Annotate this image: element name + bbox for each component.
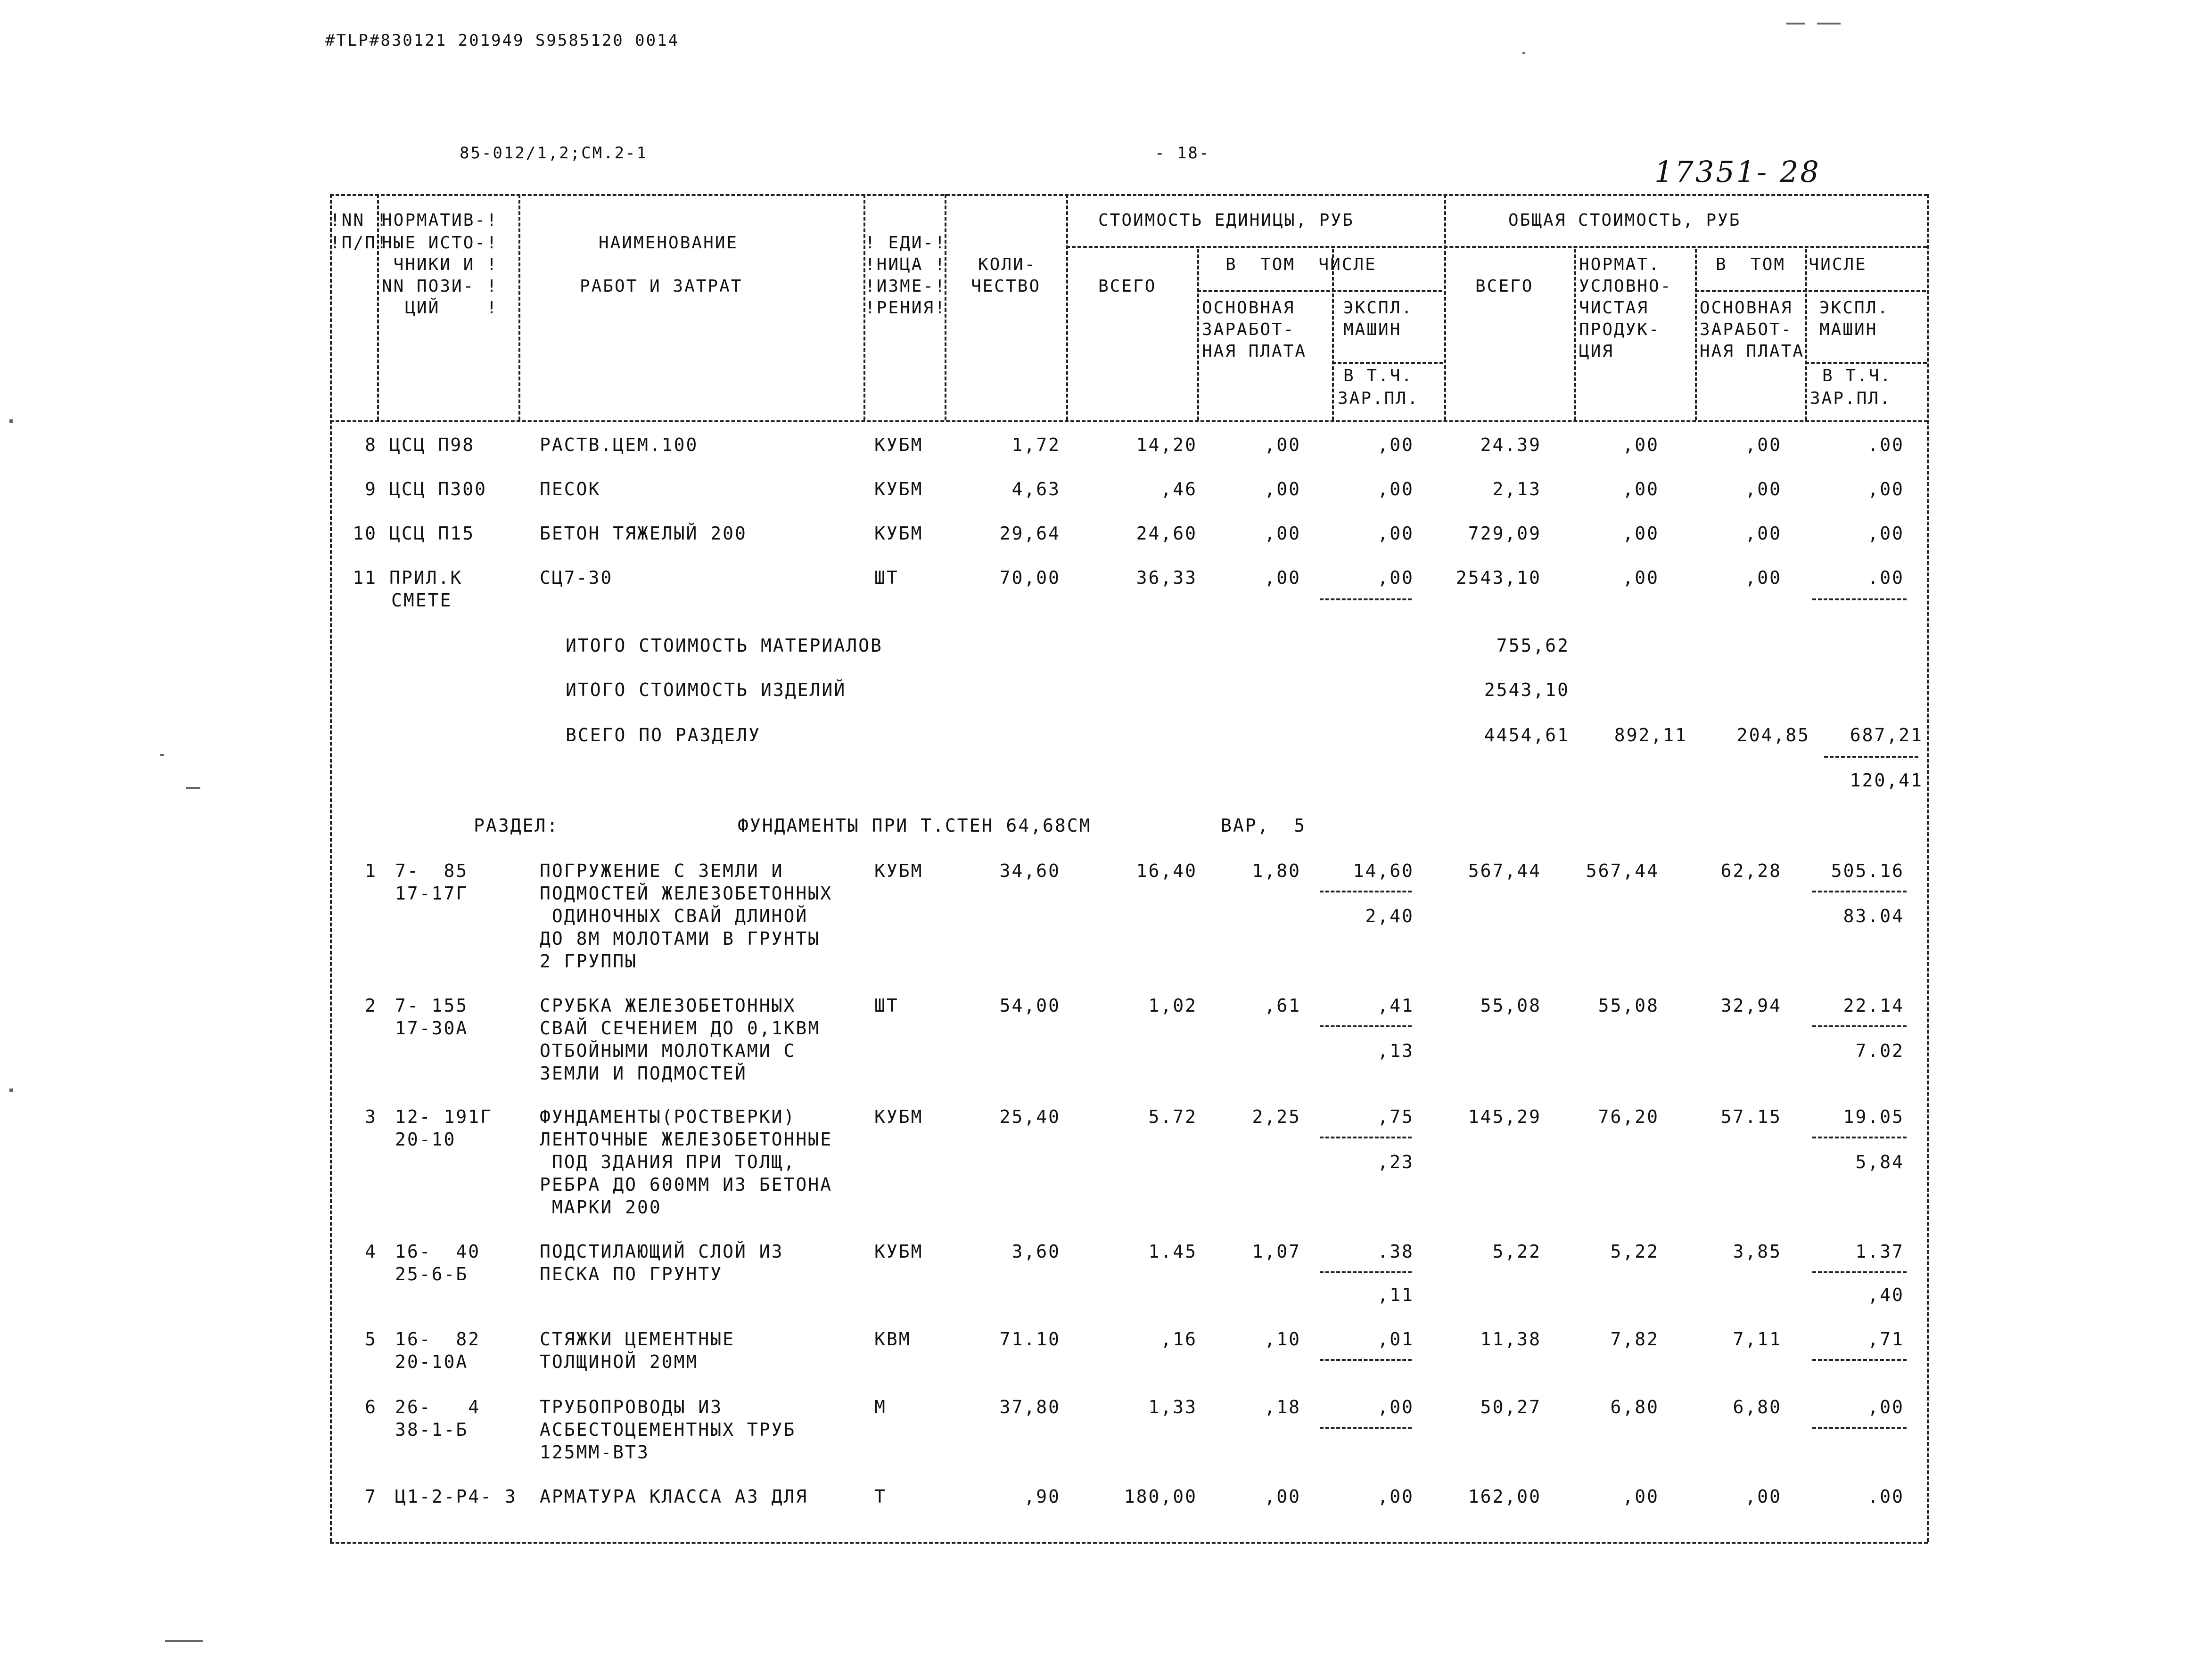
section-variant: ВАР, 5 — [1221, 815, 1307, 836]
row-unit-wage: ,18 — [1264, 1397, 1301, 1417]
row-name: ЗЕМЛИ И ПОДМОСТЕЙ — [540, 1063, 747, 1084]
row-quantity: 25,40 — [999, 1106, 1061, 1127]
header-unit-all: ВСЕГО — [1098, 277, 1157, 296]
header-unit: !ИЗМЕ-! — [865, 277, 946, 296]
header-normative: ЧНИКИ И ! — [382, 255, 498, 274]
row-total-all: 2,13 — [1492, 479, 1541, 499]
header-quantity: КОЛИ- — [978, 255, 1036, 274]
row-name: ПОДСТИЛАЮЩИЙ СЛОЙ ИЗ — [540, 1241, 784, 1262]
handwritten-number: 17351- 28 — [1654, 155, 1821, 189]
row-total-machines: 22.14 — [1843, 995, 1904, 1016]
row-total-norm: 55,08 — [1598, 995, 1659, 1016]
row-unit-all: 5.72 — [1148, 1106, 1197, 1127]
row-code: 7- 155 — [395, 995, 469, 1016]
row-total-wage: 62,28 — [1720, 860, 1782, 881]
row-name: АРМАТУРА КЛАССА А3 ДЛЯ — [540, 1486, 808, 1507]
header-unit-incl: В ТОМ ЧИСЛЕ — [1225, 255, 1377, 274]
row-unit-wage: ,61 — [1264, 995, 1301, 1016]
row-number: 2 — [365, 995, 377, 1016]
row-total-machines: ,00 — [1867, 1397, 1904, 1417]
row-name: ОТБОЙНЫМИ МОЛОТКАМИ С — [540, 1040, 796, 1061]
section-total-machines: 687,21 — [1850, 725, 1923, 745]
row-name: ДО 8М МОЛОТАМИ В ГРУНТЫ — [540, 928, 821, 949]
row-total-machines: ,71 — [1867, 1329, 1904, 1350]
row-quantity: 29,64 — [999, 523, 1061, 544]
row-total-wage: 32,94 — [1720, 995, 1782, 1016]
row-unit: КУБМ — [874, 523, 923, 544]
row-number: 3 — [365, 1106, 377, 1127]
row-unit: М — [874, 1397, 887, 1417]
header-name: НАИМЕНОВАНИЕ — [599, 233, 739, 253]
row-name: ПЕСОК — [540, 479, 601, 499]
row-total-norm: ,00 — [1622, 567, 1659, 588]
row-code: 26- 4 — [395, 1397, 481, 1417]
row-code: 7- 85 — [395, 860, 469, 881]
row-total-all: 729,09 — [1468, 523, 1541, 544]
header-total-wage: ЗАРАБОТ- — [1700, 320, 1793, 339]
row-name: СТЯЖКИ ЦЕМЕНТНЫЕ — [540, 1329, 735, 1350]
header-total-machines: В Т.Ч. — [1822, 366, 1892, 385]
row-code: 16- 82 — [395, 1329, 481, 1350]
row-total-wage: 3,85 — [1733, 1241, 1782, 1262]
row-quantity: 3,60 — [1011, 1241, 1061, 1262]
row-name: ОДИНОЧНЫХ СВАЙ ДЛИНОЙ — [540, 906, 808, 926]
row-unit-machines: ,00 — [1377, 523, 1414, 544]
row-total-machines: 505.16 — [1831, 860, 1904, 881]
header-total-wage: ОСНОВНАЯ — [1700, 298, 1793, 318]
row-name: 2 ГРУППЫ — [540, 951, 638, 972]
row-total-wage: ,00 — [1745, 567, 1782, 588]
row-total-machines-wage: ,40 — [1867, 1285, 1904, 1305]
row-unit: КУБМ — [874, 1241, 923, 1262]
row-total-norm: 5,22 — [1610, 1241, 1659, 1262]
row-quantity: 4,63 — [1011, 479, 1061, 499]
row-unit-all: ,46 — [1160, 479, 1197, 499]
row-total-norm: ,00 — [1622, 479, 1659, 499]
row-unit-wage: ,00 — [1264, 479, 1301, 499]
row-code: Ц1-2-Р4- 3 — [395, 1486, 517, 1507]
row-total-all: 162,00 — [1468, 1486, 1541, 1507]
header-norm-product: ЦИЯ — [1579, 342, 1614, 361]
row-total-norm: ,00 — [1622, 523, 1659, 544]
row-unit-machines: ,00 — [1377, 434, 1414, 455]
row-unit-all: ,16 — [1160, 1329, 1197, 1350]
row-unit-all: 36,33 — [1136, 567, 1197, 588]
row-code: 16- 40 — [395, 1241, 481, 1262]
row-name: ТОЛЩИНОЙ 20ММ — [540, 1351, 699, 1372]
row-unit: КУБМ — [874, 1106, 923, 1127]
header-nn: !NN ! — [330, 211, 388, 230]
row-name: ТРУБОПРОВОДЫ ИЗ — [540, 1397, 723, 1417]
row-number: 10 — [353, 523, 377, 544]
row-total-machines: .00 — [1867, 434, 1904, 455]
header-norm-product: ПРОДУК- — [1579, 320, 1661, 339]
row-total-machines: 19.05 — [1843, 1106, 1904, 1127]
row-code: 12- 191Г — [395, 1106, 493, 1127]
row-unit: КВМ — [874, 1329, 911, 1350]
header-normative: NN ПОЗИ- ! — [382, 277, 498, 296]
row-total-all: 24.39 — [1480, 434, 1541, 455]
section-label: РАЗДЕЛ: — [474, 815, 559, 836]
row-name: ПОДМОСТЕЙ ЖЕЛЕЗОБЕТОННЫХ — [540, 883, 833, 904]
header-unit: !РЕНИЯ! — [865, 298, 946, 318]
row-code-cont: 38-1-Б — [395, 1419, 469, 1440]
row-total-machines-wage: 83.04 — [1843, 906, 1904, 926]
header-total-cost: ОБЩАЯ СТОИМОСТЬ, РУБ — [1508, 211, 1741, 230]
row-number: 9 — [365, 479, 377, 499]
row-unit-all: 1,02 — [1148, 995, 1197, 1016]
document-id: #TLP#830121 201949 S9585120 0014 — [325, 31, 680, 50]
row-code-cont: 20-10 — [395, 1129, 456, 1150]
row-name: БЕТОН ТЯЖЕЛЫЙ 200 — [540, 523, 747, 544]
section-title: ФУНДАМЕНТЫ ПРИ Т.СТЕН 64,68СМ — [738, 815, 1092, 836]
row-code: ЦСЦ П98 — [389, 434, 475, 455]
row-unit-all: 1.45 — [1148, 1241, 1197, 1262]
row-code-cont: 20-10А — [395, 1351, 469, 1372]
header-name: РАБОТ И ЗАТРАТ — [580, 277, 743, 296]
row-number: 1 — [365, 860, 377, 881]
row-name: ПЕСКА ПО ГРУНТУ — [540, 1264, 723, 1285]
row-code-cont: 17-17Г — [395, 883, 469, 904]
row-name: АСБЕСТОЦЕМЕНТНЫХ ТРУБ — [540, 1419, 796, 1440]
header-total-wage: НАЯ ПЛАТА — [1700, 342, 1805, 361]
row-total-norm: ,00 — [1622, 434, 1659, 455]
row-name: 125ММ-ВТ3 — [540, 1442, 650, 1463]
row-total-wage: ,00 — [1745, 479, 1782, 499]
row-number: 8 — [365, 434, 377, 455]
row-unit-wage: 1,80 — [1252, 860, 1301, 881]
row-total-machines: .00 — [1867, 567, 1904, 588]
total-materials-value: 755,62 — [1496, 635, 1570, 656]
row-unit-machines-wage: ,13 — [1377, 1040, 1414, 1061]
row-unit-machines: 14,60 — [1353, 860, 1414, 881]
header-norm-product: УСЛОВНО- — [1579, 277, 1672, 296]
row-code: ЦСЦ П300 — [389, 479, 487, 499]
row-unit: КУБМ — [874, 860, 923, 881]
row-quantity: 1,72 — [1011, 434, 1061, 455]
row-total-wage: 6,80 — [1733, 1397, 1782, 1417]
row-total-norm: 6,80 — [1610, 1397, 1659, 1417]
row-unit: КУБМ — [874, 479, 923, 499]
row-quantity: 71.10 — [999, 1329, 1061, 1350]
header-unit-machines: МАШИН — [1343, 320, 1402, 339]
section-total-machines-wage: 120,41 — [1850, 770, 1923, 791]
header-nn: !П/П! — [330, 233, 388, 253]
header-normative: ЦИЙ ! — [382, 298, 498, 318]
row-unit-machines: ,00 — [1377, 1486, 1414, 1507]
row-name: ФУНДАМЕНТЫ(РОСТВЕРКИ) — [540, 1106, 796, 1127]
row-name: ПОД ЗДАНИЯ ПРИ ТОЛЩ, — [540, 1152, 796, 1172]
row-unit: ШТ — [874, 995, 899, 1016]
row-total-all: 2543,10 — [1455, 567, 1541, 588]
row-total-machines: ,00 — [1867, 523, 1904, 544]
row-unit-all: 1,33 — [1148, 1397, 1197, 1417]
row-number: 7 — [365, 1486, 377, 1507]
project-code: 85-012/1,2;СМ.2-1 — [460, 144, 648, 163]
row-name: МАРКИ 200 — [540, 1197, 662, 1218]
row-unit-wage: ,00 — [1264, 1486, 1301, 1507]
header-total-incl: В ТОМ ЧИСЛЕ — [1716, 255, 1867, 274]
row-unit-wage: 2,25 — [1252, 1106, 1301, 1127]
row-unit-machines: ,01 — [1377, 1329, 1414, 1350]
row-total-machines: .00 — [1867, 1486, 1904, 1507]
header-norm-product: ЧИСТАЯ — [1579, 298, 1649, 318]
row-unit-machines: ,00 — [1377, 1397, 1414, 1417]
row-unit: ШТ — [874, 567, 899, 588]
total-items-label: ИТОГО СТОИМОСТЬ ИЗДЕЛИЙ — [566, 679, 847, 700]
header-normative: НЫЕ ИСТО-! — [382, 233, 498, 253]
row-unit-machines-wage: ,23 — [1377, 1152, 1414, 1172]
row-unit-wage: ,00 — [1264, 434, 1301, 455]
row-name: РАСТВ.ЦЕМ.100 — [540, 434, 699, 455]
section-total-wage: 204,85 — [1736, 725, 1810, 745]
row-total-wage: ,00 — [1745, 523, 1782, 544]
row-unit-wage: ,00 — [1264, 567, 1301, 588]
header-unit-machines: ЭКСПЛ. — [1343, 298, 1414, 318]
row-total-all: 5,22 — [1492, 1241, 1541, 1262]
row-name: ЛЕНТОЧНЫЕ ЖЕЛЕЗОБЕТОННЫЕ — [540, 1129, 833, 1150]
row-unit-machines: ,00 — [1377, 479, 1414, 499]
row-code: ЦСЦ П15 — [389, 523, 475, 544]
row-total-wage: ,00 — [1745, 1486, 1782, 1507]
section-total-norm: 892,11 — [1614, 725, 1687, 745]
row-unit-machines: .38 — [1377, 1241, 1414, 1262]
row-quantity: 70,00 — [999, 567, 1061, 588]
row-unit-wage: ,00 — [1264, 523, 1301, 544]
row-code-cont: 17-30А — [395, 1018, 469, 1039]
row-number: 4 — [365, 1241, 377, 1262]
total-items-value: 2543,10 — [1484, 679, 1570, 700]
row-code: ПРИЛ.К — [389, 567, 463, 588]
row-total-wage: 57.15 — [1720, 1106, 1782, 1127]
row-total-wage: ,00 — [1745, 434, 1782, 455]
row-unit-all: 24,60 — [1136, 523, 1197, 544]
row-unit-all: 16,40 — [1136, 860, 1197, 881]
row-total-all: 55,08 — [1480, 995, 1541, 1016]
header-norm-product: НОРМАТ. — [1579, 255, 1661, 274]
row-total-wage: 7,11 — [1733, 1329, 1782, 1350]
row-total-all: 11,38 — [1480, 1329, 1541, 1350]
row-total-norm: 7,82 — [1610, 1329, 1659, 1350]
row-name: СВАЙ СЕЧЕНИЕМ ДО 0,1КВМ — [540, 1018, 821, 1039]
row-quantity: ,90 — [1024, 1486, 1061, 1507]
section-total-all: 4454,61 — [1484, 725, 1570, 745]
header-unit-wage: ОСНОВНАЯ — [1202, 298, 1295, 318]
row-code-cont: СМЕТЕ — [391, 590, 452, 611]
row-total-norm: 567,44 — [1586, 860, 1659, 881]
row-unit-machines-wage: 2,40 — [1365, 906, 1414, 926]
row-name: ПОГРУЖЕНИЕ С ЗЕМЛИ И — [540, 860, 784, 881]
row-quantity: 54,00 — [999, 995, 1061, 1016]
row-number: 11 — [353, 567, 377, 588]
row-name: СЦ7-30 — [540, 567, 613, 588]
row-total-all: 50,27 — [1480, 1397, 1541, 1417]
header-total-all: ВСЕГО — [1475, 277, 1534, 296]
row-total-all: 145,29 — [1468, 1106, 1541, 1127]
row-code-cont: 25-6-Б — [395, 1264, 469, 1285]
row-total-machines: ,00 — [1867, 479, 1904, 499]
row-quantity: 37,80 — [999, 1397, 1061, 1417]
row-total-all: 567,44 — [1468, 860, 1541, 881]
row-quantity: 34,60 — [999, 860, 1061, 881]
page-number: - 18- — [1155, 144, 1210, 163]
header-unit-wage: ЗАРАБОТ- — [1202, 320, 1295, 339]
header-unit-wage: НАЯ ПЛАТА — [1202, 342, 1307, 361]
row-unit-wage: ,10 — [1264, 1329, 1301, 1350]
header-unit-machines: ЗАР.ПЛ. — [1338, 389, 1419, 408]
row-number: 5 — [365, 1329, 377, 1350]
row-unit-all: 180,00 — [1124, 1486, 1197, 1507]
header-normative: НОРМАТИВ-! — [382, 211, 498, 230]
total-materials-label: ИТОГО СТОИМОСТЬ МАТЕРИАЛОВ — [566, 635, 883, 656]
row-unit-machines: ,75 — [1377, 1106, 1414, 1127]
header-unit-machines: В Т.Ч. — [1343, 366, 1414, 385]
row-unit-machines: ,00 — [1377, 567, 1414, 588]
row-name: СРУБКА ЖЕЛЕЗОБЕТОННЫХ — [540, 995, 796, 1016]
row-number: 6 — [365, 1397, 377, 1417]
row-total-norm: 76,20 — [1598, 1106, 1659, 1127]
row-unit-machines: ,41 — [1377, 995, 1414, 1016]
row-total-machines: 1.37 — [1855, 1241, 1904, 1262]
row-name: РЕБРА ДО 600ММ ИЗ БЕТОНА — [540, 1174, 833, 1195]
row-total-machines-wage: 7.02 — [1855, 1040, 1904, 1061]
header-total-machines: МАШИН — [1819, 320, 1878, 339]
header-quantity: ЧЕСТВО — [971, 277, 1041, 296]
section-total-label: ВСЕГО ПО РАЗДЕЛУ — [566, 725, 761, 745]
row-unit-all: 14,20 — [1136, 434, 1197, 455]
header-total-machines: ЭКСПЛ. — [1819, 298, 1890, 318]
row-unit-machines-wage: ,11 — [1377, 1285, 1414, 1305]
header-total-machines: ЗАР.ПЛ. — [1810, 389, 1891, 408]
header-unit-cost: СТОИМОСТЬ ЕДИНИЦЫ, РУБ — [1098, 211, 1354, 230]
header-unit: ! ЕДИ-! — [865, 233, 946, 253]
row-unit-wage: 1,07 — [1252, 1241, 1301, 1262]
header-unit: !НИЦА ! — [865, 255, 946, 274]
row-unit: КУБМ — [874, 434, 923, 455]
row-unit: Т — [874, 1486, 887, 1507]
row-total-machines-wage: 5,84 — [1855, 1152, 1904, 1172]
row-total-norm: ,00 — [1622, 1486, 1659, 1507]
